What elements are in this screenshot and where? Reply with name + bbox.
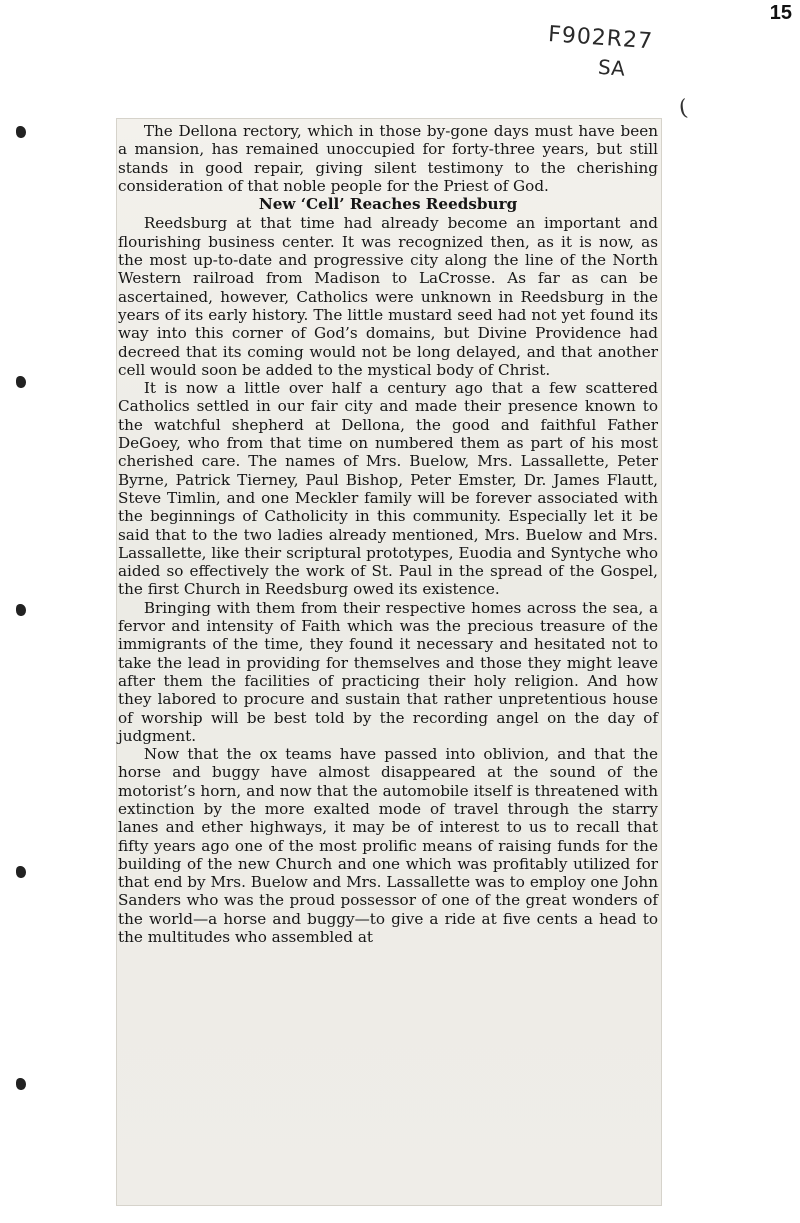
margin-hole-mark: [16, 1078, 26, 1090]
article-paragraph: Bringing with them from their respective homes across the sea, a fervor and intensity of Faith which was the precious treasure of the immigrants of the time, they found it necessary and hesitated not to take the lead in providing for themselves and those they might leave after them the facilities of practicing their holy religion. And how they labored to procure and sustain that rather unpretentious house of worship will be best told by the recording angel on the day of judgment.: [118, 598, 658, 745]
handwritten-tick: (: [677, 95, 690, 122]
binding-margin: [0, 0, 40, 1223]
article-paragraph: It is now a little over half a century ago that a few scattered Catholics settled in our fair city and made their presence known to the watchful shepherd at Dellona, the good and faithful Father DeGoey, who from that time on numbered them as part of his most cherished care. The names of Mrs. Buelow, Mrs. Lassallette, Peter Byrne, Patrick Tierney, Paul Bishop, Peter Emster, Dr. James Flautt, Steve Timlin, and one Meckler family will be forever associated with the beginnings of Catholicity in this community. Especially let it be said that to the two ladies already mentioned, Mrs. Buelow and Mrs. Lassallette, like their scriptural prototypes, Euodia and Syntyche who aided so effectively the work of St. Paul in the spread of the Gospel, the first Church in Reedsburg owed its existence.: [118, 379, 658, 599]
handwritten-suffix: SA: [597, 54, 626, 81]
article-text: [118, 122, 658, 946]
margin-hole-mark: [16, 126, 26, 138]
page-number: 15: [769, 2, 792, 24]
article-paragraph: Reedsburg at that time had already become an important and flourishing business center. It was recognized then, as it is now, as the most up-to-date and progressive city along the line of the North Western railroad from Madison to LaCrosse. As far as can be ascertained, however, Catholics were unknown in Reedsburg in the years of its early history. The little mustard seed had not yet found its way into this corner of God’s domains, but Divine Providence had decreed that its coming would not be long delayed, and that another cell would soon be added to the mystical body of Christ.: [118, 214, 658, 379]
article-paragraph: Now that the ox teams have passed into oblivion, and that the horse and buggy have almost disappeared at the sound of the motorist’s horn, and now that the automobile itself is threatened with extinction by the more exalted mode of travel through the starry lanes and ether highways, it may be of interest to us to recall that fifty years ago one of the most prolific means of raising funds for the building of the new Church and one which was profitably utilized for that end by Mrs. Buelow and Mrs. Lassallette was to employ one John Sanders who was the proud possessor of one of the great wonders of the world—a horse and buggy—to give a ride at five cents a head to the multitudes who assembled at: [118, 745, 658, 947]
margin-hole-mark: [16, 866, 26, 878]
margin-hole-mark: [16, 376, 26, 388]
article-subheading: New ‘Cell’ Reaches Reedsburg: [258, 195, 518, 214]
handwritten-call-number: F902R27: [547, 22, 654, 55]
article-paragraph: The Dellona rectory, which in those by-gone days must have been a mansion, has remained unoccupied for forty-three years, but still stands in good repair, giving silent testimony to the cherishing consideration of that noble people for the Priest of God.: [118, 122, 658, 195]
handwritten-annotation: [547, 22, 718, 83]
margin-hole-mark: [16, 604, 26, 616]
